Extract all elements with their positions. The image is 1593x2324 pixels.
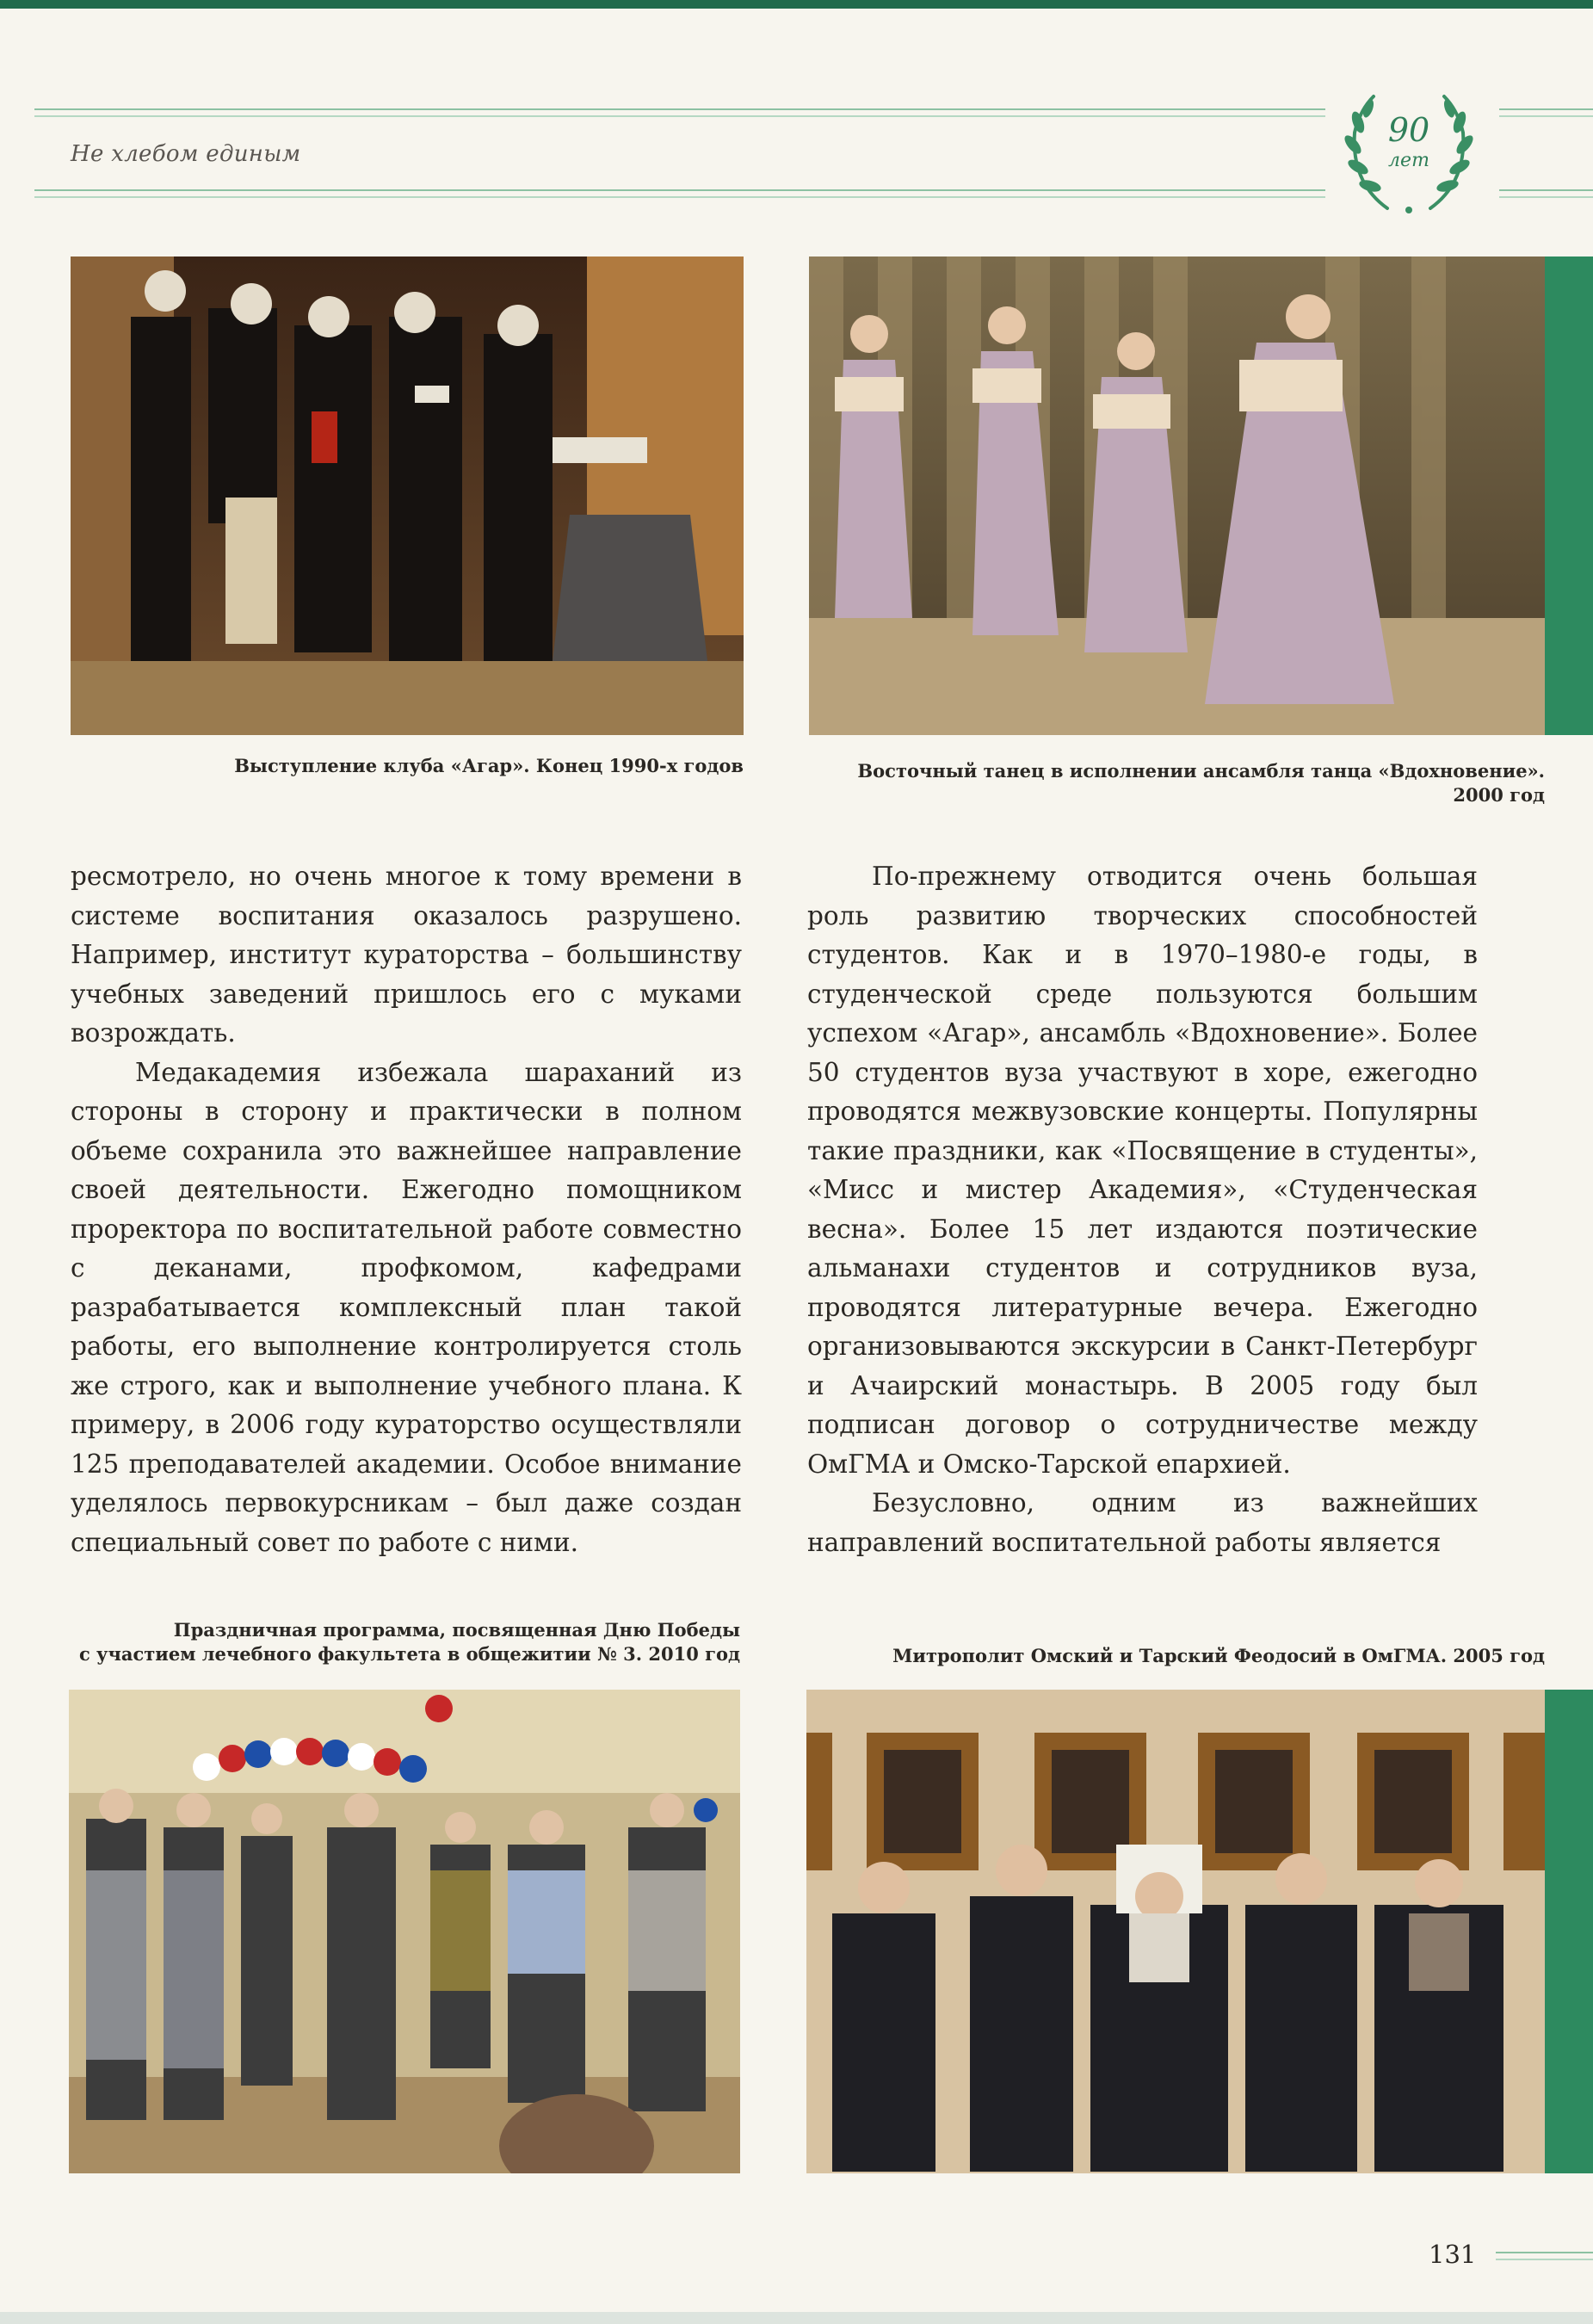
photo-victory-image xyxy=(69,1690,740,2173)
anniversary-emblem xyxy=(1336,79,1482,226)
edge-green-band xyxy=(1545,1690,1593,2173)
caption-dance-line1: Восточный танец в исполнении ансамбля танца «Вдохновение». xyxy=(857,760,1545,782)
caption-victory-line1: Праздничная программа, посвященная Дню Победы xyxy=(173,1619,740,1641)
header-stripe xyxy=(1499,115,1593,117)
photo-metropolitan-visit xyxy=(806,1690,1545,2173)
body-paragraph: ресмотрело, но очень многое к тому времени в системе воспитания оказалось разрушено. Например, институт кураторства – большинству учебных заведений пришлось его с муками возрождать. xyxy=(71,862,742,1048)
header-stripe xyxy=(34,108,1325,110)
caption-metropolitan: Митрополит Омский и Тарский Феодосий в ОмГМА. 2005 год xyxy=(892,1645,1545,1666)
body-paragraph: Безусловно, одним из важнейших направлений воспитательной работы является xyxy=(807,1488,1478,1557)
photo-oriental-dance xyxy=(809,257,1545,735)
bottom-border xyxy=(0,2312,1593,2324)
edge-green-band xyxy=(1545,257,1593,735)
body-paragraph: Медакадемия избежала шараханий из стороны в сторону и практически в полном объеме сохранила это важнейшее направление своей деятельности. Ежегодно помощником проректора по воспитательной работе совместно с деканами, профкомом, кафедрами разрабатывается комплексный план такой работы, его выполнение контролируется столь же строго, как и выполнение учебного плана. К примеру, в 2006 году кураторство осуществляли 125 преподавателей академии. Особое внимание уделялось первокурсникам – был даже создан специальный совет по работе с ними. xyxy=(71,1057,742,1557)
body-paragraph: По-прежнему отводится очень большая роль развитию творческих способностей студентов. Как и в 1970–1980-е годы, в студенческой среде пользуются большим успехом «Агар», ансамбль «Вдохновение». Более 50 студентов вуза участвуют в хоре, ежегодно проводятся межвузовские концерты. Популярны такие праздники, как «Посвящение в студенты», «Мисс и мистер Академия», «Студенческая весна». Более 15 лет издаются поэтические альманахи студентов и сотрудников вуза, проводятся литературные вечера. Ежегодно организовываются экскурсии в Санкт-Петербург и Ачаирский монастырь. В 2005 году был подписан договор о сотрудничестве между ОмГМА и Омско-Тарской епархией. xyxy=(807,862,1478,1479)
caption-victory-line2: с участием лечебного факультета в общежитии № 3. 2010 год xyxy=(78,1643,740,1665)
body-column-left xyxy=(71,857,742,1562)
header-stripe xyxy=(34,189,1325,191)
photo-metropolitan-image xyxy=(806,1690,1545,2173)
header-stripe xyxy=(1499,108,1593,110)
header-stripe xyxy=(1499,196,1593,198)
footer-stripe xyxy=(1496,2252,1593,2253)
caption-dance xyxy=(809,759,1545,807)
emblem-label: лет xyxy=(1388,150,1429,171)
body-column-right xyxy=(807,857,1478,1562)
header-stripe xyxy=(1499,189,1593,191)
running-head: Не хлебом единым xyxy=(71,141,301,167)
caption-agar: Выступление клуба «Агар». Конец 1990-х годов xyxy=(234,755,744,776)
caption-dance-line2: 2000 год xyxy=(1453,784,1545,806)
emblem-number: 90 xyxy=(1387,111,1430,149)
top-border xyxy=(0,0,1593,9)
photo-agar-image xyxy=(71,257,744,735)
header-stripe xyxy=(34,196,1325,198)
caption-victory xyxy=(69,1618,740,1666)
photo-agar-performance xyxy=(71,257,744,735)
page-number: 131 xyxy=(1429,2240,1477,2269)
photo-dance-image xyxy=(809,257,1545,735)
footer-stripe xyxy=(1496,2259,1593,2260)
header-stripe xyxy=(34,115,1325,117)
photo-victory-day xyxy=(69,1690,740,2173)
